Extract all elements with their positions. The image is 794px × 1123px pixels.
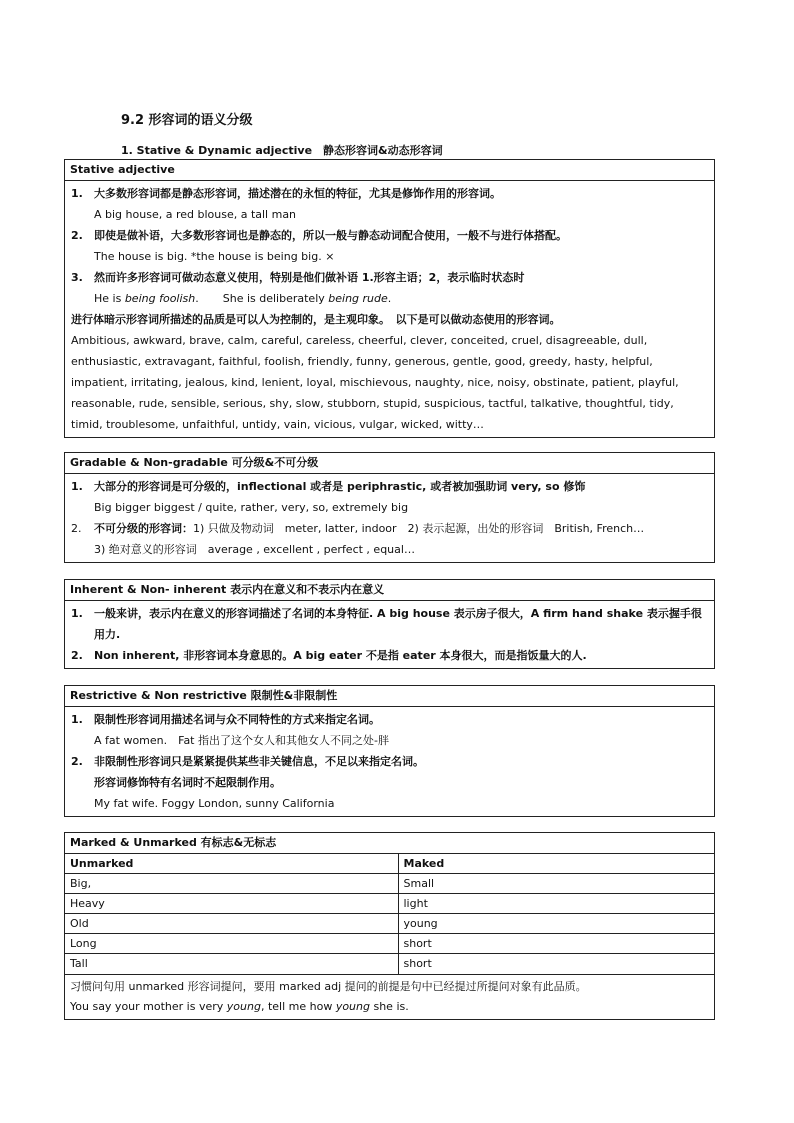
stative-adjective-box bbox=[64, 159, 715, 438]
section-heading: 9.2 形容词的语义分级 bbox=[121, 113, 253, 128]
marked-box bbox=[64, 832, 715, 1020]
table-cell: Old bbox=[65, 914, 398, 934]
table-cell: light bbox=[398, 894, 714, 914]
gradable-box bbox=[64, 452, 715, 563]
item-number: 2. bbox=[71, 522, 82, 535]
item-example bbox=[71, 288, 708, 309]
item-text: 大多数形容词都是静态形容词，描述潜在的永恒的特征，尤其是修饰作用的形容词。 bbox=[94, 187, 501, 200]
item-continuation: 3) 绝对意义的形容词 average , excellent , perfect , equal… bbox=[94, 543, 415, 556]
table-row bbox=[65, 934, 714, 954]
list-item bbox=[71, 709, 708, 730]
stative-note: 进行体暗示形容词所描述的品质是可以人为控制的，是主观印象。 以下是可以做动态使用的形容词。 bbox=[71, 313, 561, 326]
marked-box-title: Marked & Unmarked 有标志&无标志 bbox=[70, 836, 277, 849]
item-text: 限制性形容词用描述名词与众不同特性的方式来指定名词。 bbox=[94, 713, 380, 726]
gradable-box-title: Gradable & Non-gradable 可分级&不可分级 bbox=[65, 453, 714, 474]
subsection-heading: 1. Stative & Dynamic adjective 静态形容词&动态形容词 bbox=[121, 144, 443, 157]
table-cell: Big, bbox=[65, 874, 398, 894]
table-row bbox=[65, 874, 714, 894]
table-cell: Heavy bbox=[65, 894, 398, 914]
item-number: 2. bbox=[71, 229, 83, 242]
example-a-suffix: . bbox=[195, 292, 199, 305]
item-text: 一般来讲，表示内在意义的形容词描述了名词的本身特征. A big house 表示房子很大，A firm hand shake 表示握手很用力. bbox=[94, 607, 702, 641]
table-cell: Tall bbox=[65, 954, 398, 974]
item-example: Big bigger biggest / quite, rather, very, so, extremely big bbox=[94, 501, 409, 514]
marked-note-text: 习惯问句用 unmarked 形容词提问，要用 marked adj 提问的前提是句中已经提过所提问对象有此品质。 bbox=[70, 979, 587, 993]
item-example: A fat women. Fat 指出了这个女人和其他女人不同之处-胖 bbox=[94, 734, 389, 747]
example-part: she is. bbox=[369, 999, 409, 1013]
table-row bbox=[65, 894, 714, 914]
example-part: You say your mother is very bbox=[70, 999, 227, 1013]
marked-note bbox=[65, 974, 714, 1019]
restrictive-box bbox=[64, 685, 715, 817]
item-example: A big house, a red blouse, a tall man bbox=[94, 208, 297, 221]
item-number: 3. bbox=[71, 271, 83, 284]
item-text-continued: 形容词修饰特有名词时不起限制作用。 bbox=[94, 776, 281, 789]
table-cell: short bbox=[398, 934, 714, 954]
list-item bbox=[71, 476, 708, 497]
inherent-box bbox=[64, 579, 715, 669]
table-row bbox=[65, 954, 714, 974]
list-item bbox=[71, 183, 708, 204]
item-number: 2. bbox=[71, 755, 83, 768]
item-text: 1) 只做及物动词 meter, latter, indoor 2) 表示起源，出处的形容词 British, French… bbox=[193, 522, 645, 535]
table-cell: Long bbox=[65, 934, 398, 954]
restrictive-box-title: Restrictive & Non restrictive 限制性&非限制性 bbox=[65, 686, 714, 707]
column-header-marked: Maked bbox=[398, 854, 714, 874]
dynamic-adjective-list: Ambitious, awkward, brave, calm, careful, careless, cheerful, clever, conceited, cruel, disagreeable, dull, enthusiastic, extravagant, faithful, foolish, friendly, funny, generous, gentle, good, greedy, hasty, helpful, impatient, irritating, jealous, kind, lenient, loyal, mischievous, naughty, nice, noisy, obstinate, patient, playful, reasonable, rude, sensible, serious, shy, slow, stubborn, stupid, suspicious, tactful, talkative, thoughtful, tidy, timid, troublesome, unfaithful, untidy, vain, vicious, vulgar, wicked, witty… bbox=[71, 334, 679, 431]
item-text: 大部分的形容词是可分级的，inflectional 或者是 periphrastic, 或者被加强助词 very, so 修饰 bbox=[94, 480, 586, 493]
example-a-prefix: He is bbox=[94, 292, 125, 305]
marked-table bbox=[65, 853, 714, 974]
item-example: My fat wife. Foggy London, sunny California bbox=[94, 797, 335, 810]
item-number: 1. bbox=[71, 480, 83, 493]
table-header-row bbox=[65, 854, 714, 874]
item-number: 1. bbox=[71, 607, 83, 620]
stative-box-title: Stative adjective bbox=[65, 160, 714, 181]
example-b-italic: being rude bbox=[328, 292, 388, 305]
list-item bbox=[71, 603, 708, 645]
item-text: 即使是做补语，大多数形容词也是静态的，所以一般与静态动词配合使用，一般不与进行体搭配。 bbox=[94, 229, 567, 242]
example-part: , tell me how bbox=[260, 999, 336, 1013]
item-text: 非限制性形容词只是紧紧提供某些非关键信息，不足以来指定名词。 bbox=[94, 755, 424, 768]
marked-example bbox=[70, 997, 709, 1017]
table-cell: young bbox=[398, 914, 714, 934]
example-b-suffix: . bbox=[387, 292, 392, 305]
column-header-unmarked: Unmarked bbox=[65, 854, 398, 874]
table-cell: short bbox=[398, 954, 714, 974]
item-number: 2. bbox=[71, 649, 83, 662]
example-italic: young bbox=[335, 999, 370, 1013]
item-label: 不可分级的形容词： bbox=[94, 522, 193, 535]
list-item bbox=[71, 225, 708, 246]
item-number: 1. bbox=[71, 713, 83, 726]
item-example: The house is big. *the house is being big. × bbox=[94, 250, 335, 263]
list-item bbox=[71, 751, 708, 772]
item-text: 然而许多形容词可做动态意义使用，特别是他们做补语 1.形容主语；2，表示临时状态时 bbox=[94, 271, 525, 284]
example-a-italic: being foolish bbox=[124, 292, 196, 305]
table-cell: Small bbox=[398, 874, 714, 894]
inherent-box-title: Inherent & Non- inherent 表示内在意义和不表示内在意义 bbox=[65, 580, 714, 601]
example-b-prefix: She is deliberately bbox=[222, 292, 329, 305]
item-text: Non inherent, 非形容词本身意思的。A big eater 不是指 eater 本身很大，而是指饭量大的人. bbox=[94, 649, 587, 662]
table-row bbox=[65, 914, 714, 934]
list-item bbox=[71, 518, 708, 539]
example-italic: young bbox=[226, 999, 261, 1013]
item-number: 1. bbox=[71, 187, 83, 200]
list-item bbox=[71, 645, 708, 666]
list-item bbox=[71, 267, 708, 288]
